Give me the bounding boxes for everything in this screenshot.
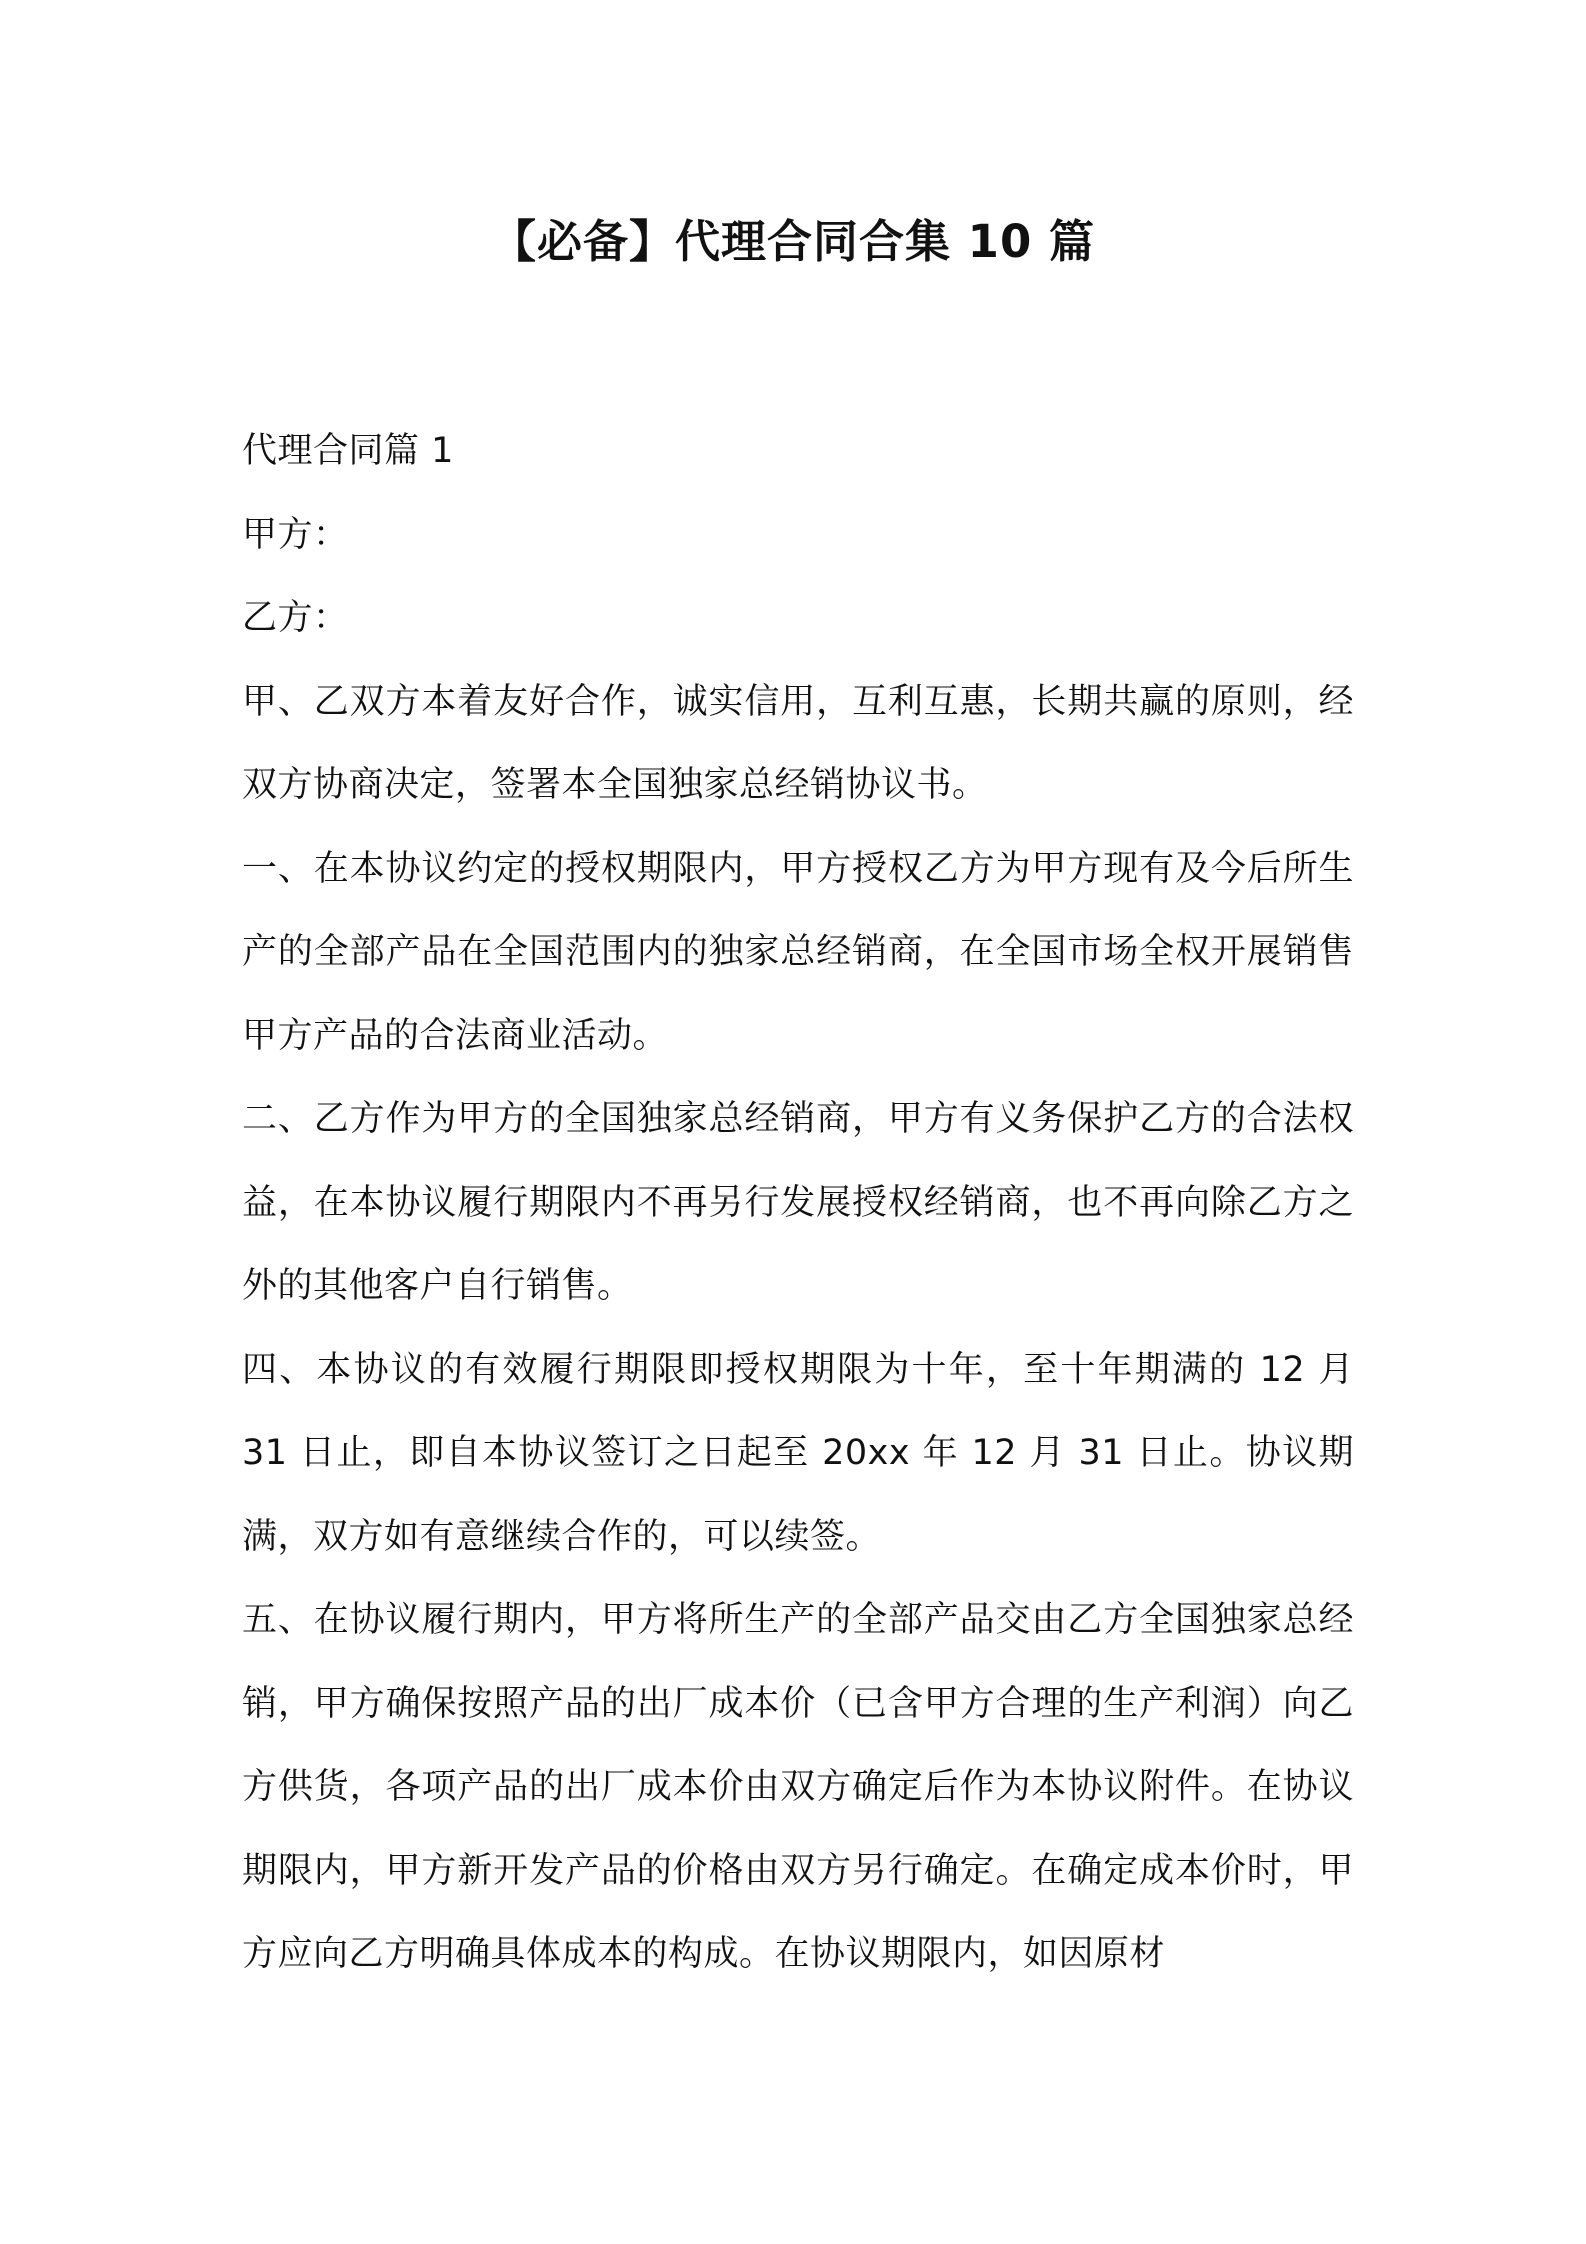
paragraph-clause-4: 四、本协议的有效履行期限即授权期限为十年，至十年期满的 12 月 31 日止，即自本协议签订之日起至 20xx 年 12 月 31 日止。协议期满，双方如有意继续合作的，可以续签。 <box>242 1349 1354 1557</box>
party-b-line: 乙方： <box>242 598 349 638</box>
paragraph-clause-2: 二、乙方作为甲方的全国独家总经销商，甲方有义务保护乙方的合法权益，在本协议履行期限内不再另行发展授权经销商，也不再向除乙方之外的其他客户自行销售。 <box>242 1099 1354 1306</box>
paragraph-preamble: 甲、乙双方本着友好合作，诚实信用，互利互惠，长期共赢的原则，经双方协商决定，签署本全国独家总经销协议书。 <box>242 681 1354 805</box>
document-body <box>242 410 1354 1997</box>
document-title: 【必备】代理合同合集 10 篇 <box>491 215 1095 268</box>
paragraph-clause-5: 五、在协议履行期内，甲方将所生产的全部产品交由乙方全国独家总经销，甲方确保按照产品的出厂成本价（已含甲方合理的生产利润）向乙方供货，各项产品的出厂成本价由双方确定后作为本协议附件。在协议期限内，甲方新开发产品的价格由双方另行确定。在确定成本价时，甲方应向乙方明确具体成本的构成。在协议期限内，如因原材 <box>242 1600 1354 1974</box>
section-heading: 代理合同篇 1 <box>242 431 454 471</box>
paragraph-clause-1: 一、在本协议约定的授权期限内，甲方授权乙方为甲方现有及今后所生产的全部产品在全国范围内的独家总经销商，在全国市场全权开展销售甲方产品的合法商业活动。 <box>242 848 1354 1056</box>
party-a-line: 甲方： <box>242 514 349 555</box>
